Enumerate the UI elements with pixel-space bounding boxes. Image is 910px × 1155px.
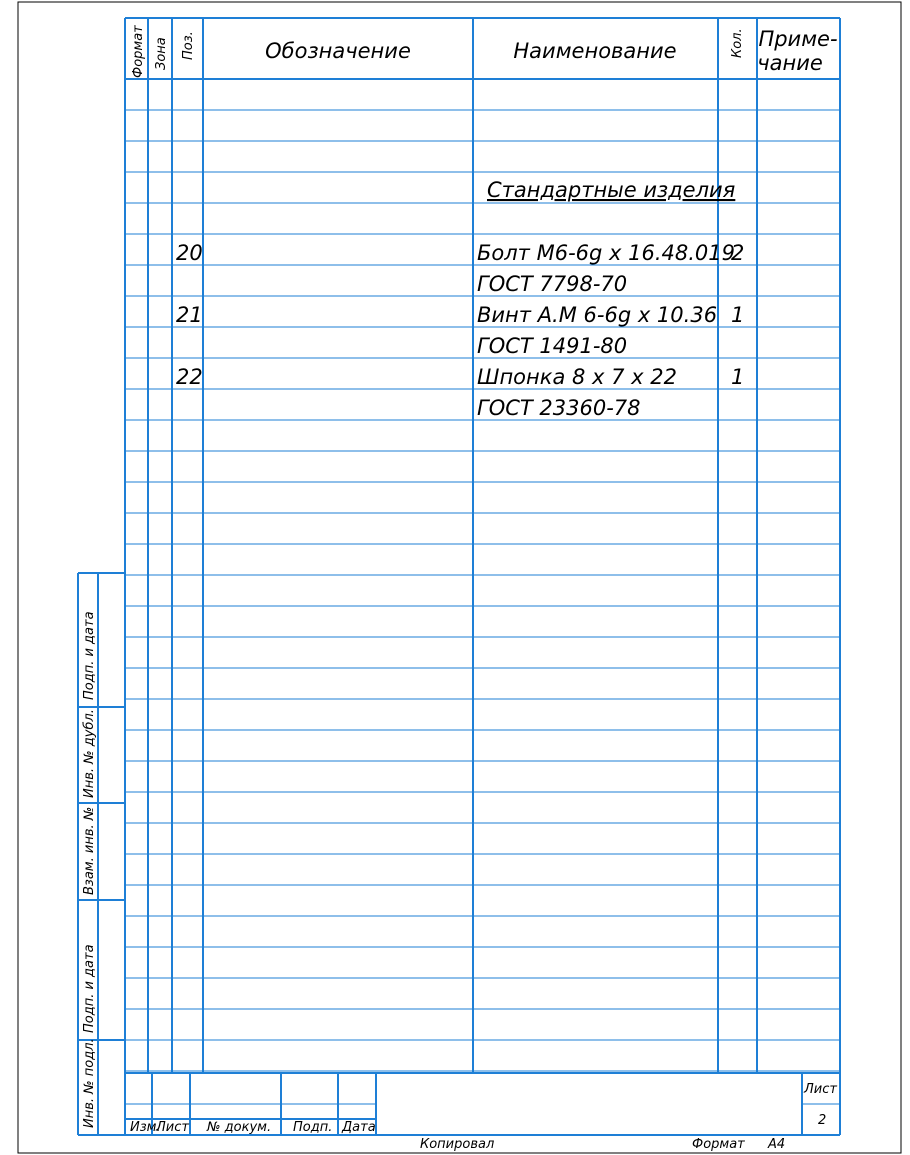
table-row — [477, 272, 627, 296]
header-format: Формат — [131, 25, 146, 78]
row-name: Винт А.М 6-6g x 10.36 — [477, 303, 718, 327]
footer-copied: Копировал — [420, 1137, 495, 1152]
side-stamp — [82, 611, 97, 1128]
footer-format-value: А4 — [768, 1137, 786, 1152]
tb-date: Дата — [342, 1120, 376, 1135]
section-title: Стандартные изделия — [487, 178, 736, 202]
row-qty: 2 — [731, 241, 745, 265]
row-qty: 1 — [731, 365, 745, 389]
table-row — [176, 241, 744, 265]
row-pos: 21 — [176, 303, 203, 327]
tb-doc-no: № докум. — [207, 1120, 272, 1135]
side-stamp-label: Инв. № дубл. — [82, 709, 97, 798]
tb-izm: Изм. — [130, 1120, 161, 1135]
header-note-line2: чание — [757, 51, 823, 75]
table-row — [477, 396, 641, 420]
row-name: ГОСТ 7798-70 — [477, 272, 628, 296]
header-pos: Поз. — [181, 31, 196, 60]
table-row — [176, 303, 744, 327]
table-row — [176, 365, 744, 389]
header-note-line1: Приме- — [758, 27, 838, 51]
row-pos: 20 — [176, 241, 203, 265]
outer-trim-frame — [18, 2, 901, 1153]
side-stamp-label: Подп. и дата — [82, 611, 97, 700]
tb-sign: Подп. — [293, 1120, 333, 1135]
header-qty: Кол. — [730, 28, 745, 58]
row-pos: 22 — [176, 365, 203, 389]
side-stamp-label: Инв. № подл. — [82, 1038, 97, 1128]
side-stamp-label: Взам. инв. № — [82, 806, 97, 895]
row-name: Болт М6-6g x 16.48.019 — [477, 241, 735, 265]
footer-format-label: Формат — [692, 1137, 745, 1152]
table-row — [477, 334, 627, 358]
row-name: Шпонка 8 x 7 x 22 — [477, 365, 677, 389]
header-zone: Зона — [154, 37, 169, 70]
header-designation: Обозначение — [265, 39, 411, 63]
tb-sheet-number: 2 — [818, 1113, 827, 1128]
header-name: Наименование — [513, 39, 677, 63]
row-qty: 1 — [731, 303, 745, 327]
side-stamp-label: Подп. и дата — [82, 944, 97, 1033]
spec-rows — [176, 241, 744, 420]
row-name: ГОСТ 1491-80 — [477, 334, 628, 358]
tb-sheet-label: Лист — [804, 1082, 837, 1097]
row-name: ГОСТ 23360-78 — [477, 396, 641, 420]
tb-list: Лист — [156, 1120, 189, 1135]
